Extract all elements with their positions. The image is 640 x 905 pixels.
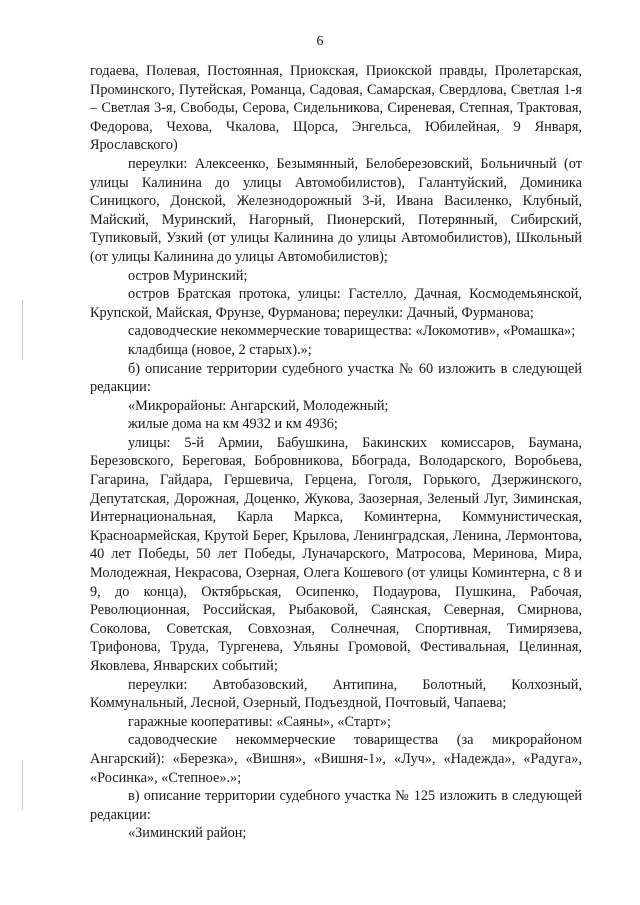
- paragraph-streets-list: улицы: 5-й Армии, Бабушкина, Бакинских комиссаров, Баумана, Березовского, Береговая, Бобровникова, Ббограда, Володарского, Воробьева, Гагарина, Гайдара, Гершевича, Герцена, Гоголя, Горького, Дзержинского, Депутатская, Дорожная, Доценко, Жукова, Заозерная, Зеленый Луг, Зиминская, Интернациональная, Карла Маркса, Коминтерна, Коммунистическая, Красноармейская, Крутой Берег, Крылова, Ленинградская, Ленина, Лермонтова, 40 лет Победы, 50 лет Победы, Луначарского, Матросова, Меринова, Мира, Молодежная, Некрасова, Озерная, Олега Кошевого (от улицы Коминтерна, с 8 и 9, до конца), Октябрьская, Осипенко, Подаурова, Пушкина, Рабочая, Революционная, Российская, Рыбаковой, Саянская, Северная, Смирнова, Соколова, Советская, Совхозная, Солнечная, Спортивная, Тимирязева, Трифонова, Труда, Тургенева, Ульяны Громовой, Фестивальная, Целинная, Яковлева, Январских событий;: [90, 434, 582, 674]
- paragraph-streets-continued: годаева, Полевая, Постоянная, Приокская, Приокской правды, Пролетарская, Проминского, Путейская, Романца, Садовая, Самарская, Свердлова, Светлая 1-я – Светлая 3-я, Свободы, Серова, Сидельникова, Сиреневая, Степная, Трактовая, Федорова, Чехова, Чкалова, Щорса, Энгельса, Юбилейная, 9 Января, Ярославского): [90, 63, 582, 154]
- paragraph-murinsky-island: остров Муринский;: [128, 267, 248, 284]
- paragraph-section-v: в) описание территории судебного участка № 125 изложить в следующей редакции:: [90, 788, 582, 823]
- paragraph-microdistricts: «Микрорайоны: Ангарский, Молодежный;: [128, 397, 389, 414]
- scan-edge-mark-bottom: [22, 760, 23, 810]
- scan-edge-mark-top: [22, 300, 23, 360]
- paragraph-lanes: переулки: Алексеенко, Безымянный, Белоберезовский, Больничный (от улицы Калинина до улицы Автомобилистов), Галантуйский, Доминика Синицкого, Донской, Железнодорожный 3-й, Ивана Василенко, Клубный, Майский, Муринский, Нагорный, Пионерский, Потерянный, Сибирский, Тупиковый, Узкий (от улицы Калинина до улицы Автомобилистов), Школьный (от улицы Калинина до улицы Автомобилистов);: [90, 155, 582, 265]
- paragraph-garage-cooperatives: гаражные кооперативы: «Саяны», «Старт»;: [128, 713, 391, 730]
- paragraph-section-b: б) описание территории судебного участка № 60 изложить в следующей редакции:: [90, 360, 582, 396]
- paragraph-ziminsky-district: «Зиминский район;: [128, 825, 247, 842]
- page-number: 6: [316, 34, 324, 49]
- paragraph-lanes-list: переулки: Автобазовский, Антипина, Болотный, Колхозный, Коммунальный, Лесной, Озерный, Подъездной, Почтовый, Чапаева;: [90, 676, 582, 712]
- paragraph-residential-houses: жилые дома на км 4932 и км 4936;: [128, 416, 338, 433]
- paragraph-garden-partnerships-angarsky: садоводческие некоммерческие товарищества (за микрорайоном Ангарский): «Березка», «Вишня», «Вишня-1», «Луч», «Надежда», «Радуга», «Росинка», «Степное».»;: [90, 732, 582, 786]
- paragraph-bratskaya-island: остров Братская протока, улицы: Гастелло, Дачная, Космодемьянской, Крупской, Майская, Фрунзе, Фурманова; переулки: Дачный, Фурманова;: [90, 286, 582, 321]
- paragraph-garden-partnerships: садоводческие некоммерческие товарищества: «Локомотив», «Ромашка»;: [128, 323, 576, 340]
- document-body: [90, 62, 582, 843]
- paragraph-cemeteries: кладбища (новое, 2 старых).»;: [128, 341, 312, 358]
